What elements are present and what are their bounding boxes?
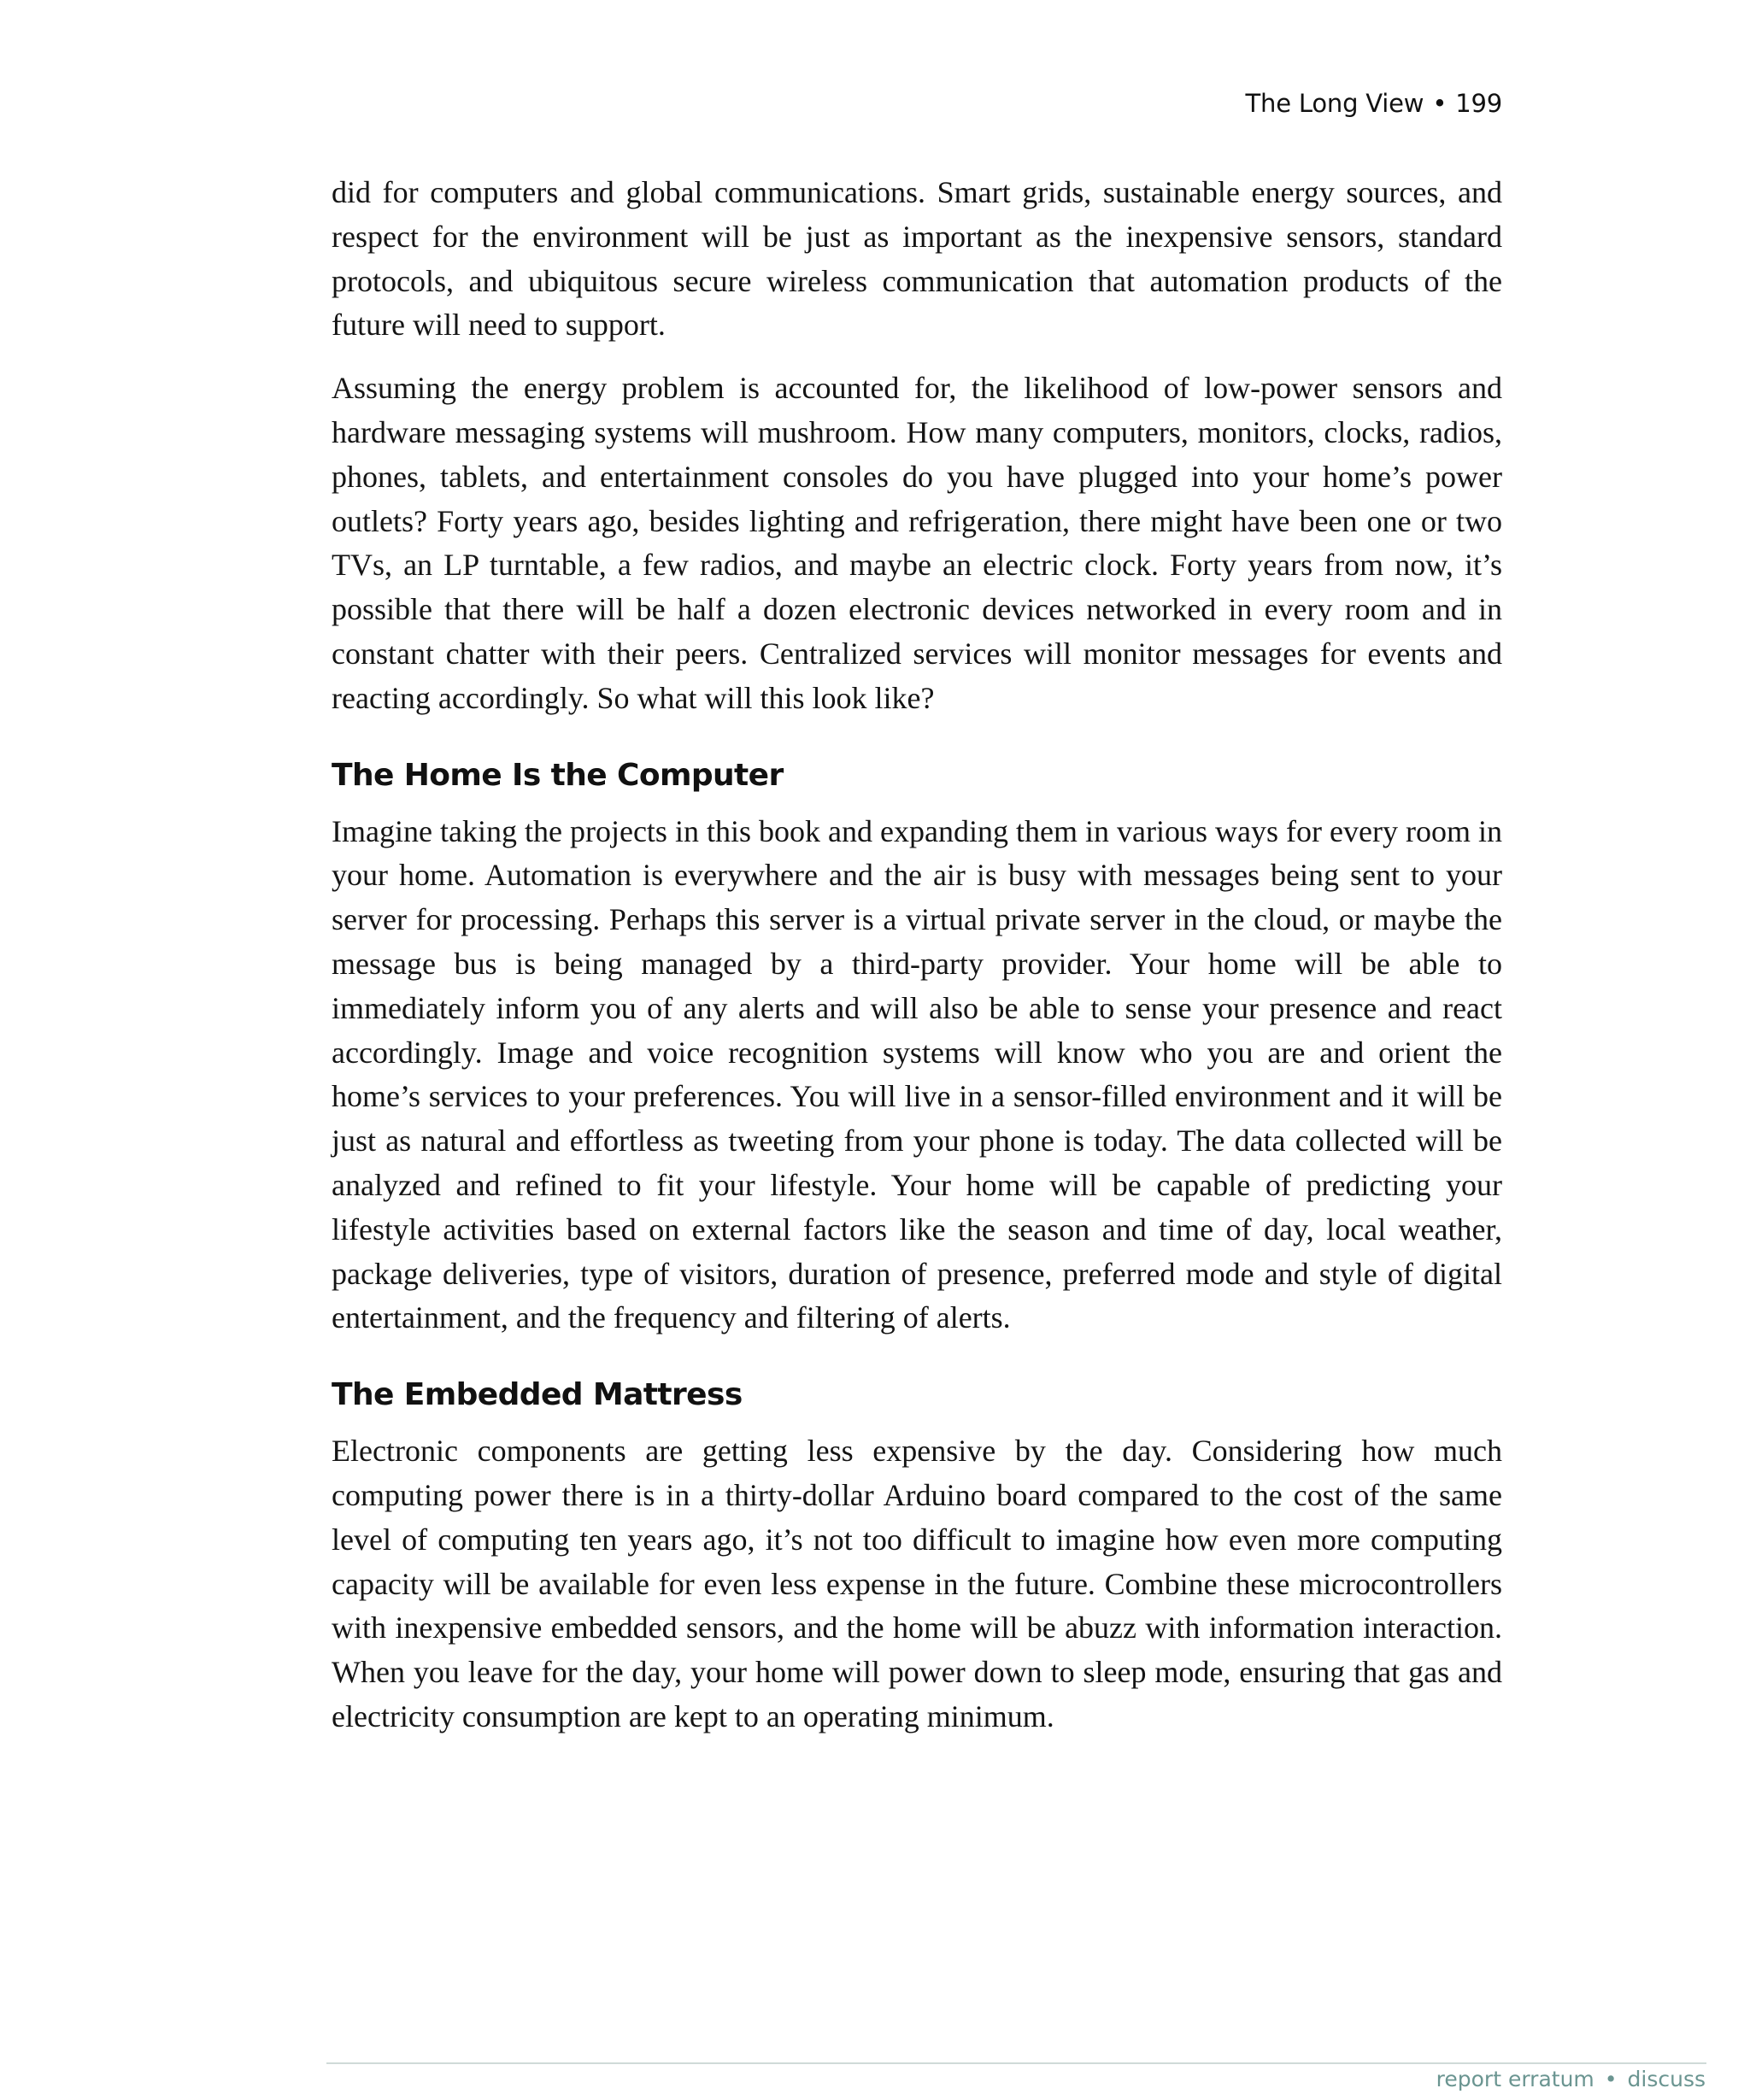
header-bullet: •: [1432, 89, 1448, 118]
page-number: 199: [1455, 89, 1502, 118]
paragraph-embedded-mattress: Electronic components are getting less expensive by the day. Considering how much computing power there is in a thirty-dollar Arduino board compared to the cost of the same level of computing ten years ago, it’s not too difficult to imagine how even more computing capacity will be available for even less expense in the future. Combine these microcontrollers with inexpensive embedded sensors, and the home will be abuzz with information interaction. When you leave for the day, your home will power down to sleep mode, ensuring that gas and electricity consumption are kept to an operating minimum.: [332, 1434, 1502, 1733]
footer-bullet: •: [1604, 2067, 1618, 2091]
page-content: [332, 171, 1502, 1739]
report-erratum-link[interactable]: report erratum: [1436, 2067, 1594, 2091]
paragraph-intro: did for computers and global communications. Smart grids, sustainable energy sources, and respect for the environment will be just as important as the inexpensive sensors, standard protocols, and ubiquitous secure wireless communication that automation products of the future will need to support.: [332, 175, 1502, 343]
footer-links: [1436, 2067, 1706, 2091]
section-heading-embedded-mattress: The Embedded Mattress: [332, 1377, 743, 1413]
running-title: The Long View: [1245, 89, 1424, 118]
footer-divider: [326, 2062, 1706, 2064]
running-header: [332, 89, 1502, 118]
discuss-link[interactable]: discuss: [1627, 2067, 1706, 2091]
section-heading-home-computer: The Home Is the Computer: [332, 757, 784, 793]
paragraph-home-computer: Imagine taking the projects in this book and expanding them in various ways for every room in your home. Automation is everywhere and the air is busy with messages being sent to your server for processing. Perhaps this server is a virtual private server in the cloud, or maybe the message bus is being managed by a third-party provider. Your home will be able to immediately inform you of any alerts and will also be able to sense your presence and react accordingly. Image and voice recognition systems will know who you are and orient the home’s services to your preferences. You will live in a sensor-filled environment and it will be just as natural and effortless as tweeting from your phone is today. The data collected will be analyzed and refined to fit your lifestyle. Your home will be capable of predicting your lifestyle activities based on external factors like the season and time of day, local weather, package deliveries, type of visitors, duration of presence, preferred mode and style of digital entertainment, and the frequency and filtering of alerts.: [332, 813, 1502, 1335]
paragraph-energy: Assuming the energy problem is accounted for, the likelihood of low-power sensors and hardware messaging systems will mushroom. How many computers, monitors, clocks, radios, phones, tablets, and entertainment consoles do you have plugged into your home’s power outlets? Forty years ago, besides lighting and refrigeration, there might have been one or two TVs, an LP turntable, a few radios, and maybe an electric clock. Forty years from now, it’s possible that there will be half a dozen electronic devices networked in every room and in constant chatter with their peers. Centralized services will monitor messages for events and reacting accordingly. So what will this look like?: [332, 371, 1502, 715]
